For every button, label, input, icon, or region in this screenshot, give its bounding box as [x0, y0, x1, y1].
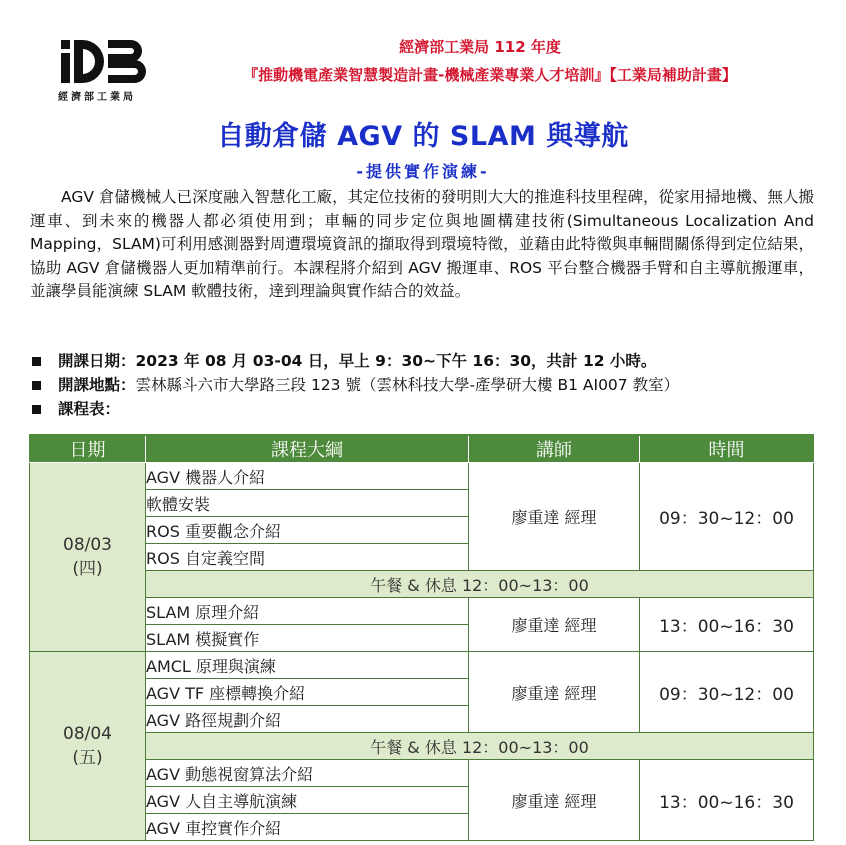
time-cell: 13：00~16：30	[640, 760, 814, 841]
table-row	[30, 760, 814, 787]
day2-date-cell	[30, 652, 146, 841]
header-program-name: 『推動機電產業智慧製造計畫-機械產業專業人才培訓』【工業局補助計畫】	[243, 66, 737, 84]
day1-date: 08/03	[63, 535, 112, 555]
table-row	[30, 733, 814, 760]
course-subtitle: -提供實作演練-	[356, 162, 490, 181]
info-schedule	[30, 397, 820, 421]
place-label: 開課地點：	[58, 376, 136, 394]
info-date	[30, 349, 820, 373]
info-place	[30, 373, 820, 397]
topic-cell: SLAM 模擬實作	[146, 625, 469, 652]
header-time: 時間	[640, 435, 814, 463]
bullet-square-icon	[32, 405, 41, 414]
bullet-square-icon	[32, 381, 41, 390]
intro-paragraph: AGV 倉儲機械人已深度融入智慧化工廠，其定位技術的發明則大大的推進科技里程碑，從家用掃地機、無人搬運車、到未來的機器人都必須使用到；車輛的同步定位與地圖構建技術(Simultaneous Localization And Mapping，SLAM)可利用感測器對周遭環境資訊的擷取得到環境特徵，並藉由此特徵與車輛間關係得到定位結果，協助 AGV 倉儲機器人更加精準前行。本課程將介紹到 AGV 搬運車、ROS 平台整合機器手臂和自主導航搬運車，並讓學員能演練 SLAM 軟體技術，達到理論與實作結合的效益。	[30, 188, 814, 300]
place-value: 雲林縣斗六市大學路三段 123 號（雲林科技大學-產學研大樓 B1 AI007 教室）	[135, 376, 680, 394]
day2-date: 08/04	[63, 724, 112, 744]
day1-date-cell	[30, 463, 146, 652]
header-lecturer: 講師	[469, 435, 640, 463]
table-row	[30, 598, 814, 625]
header-date: 日期	[30, 435, 146, 463]
time-cell: 09：30~12：00	[640, 652, 814, 733]
idb-logo-mark	[58, 36, 150, 86]
schedule-table	[29, 434, 814, 841]
schedule-label: 課程表：	[58, 400, 121, 418]
lunch-break-cell: 午餐 & 休息 12：00~13：00	[146, 733, 814, 760]
topic-cell: ROS 重要觀念介紹	[146, 517, 469, 544]
header-outline: 課程大綱	[146, 435, 469, 463]
logo-org-name: 經濟部工業局	[58, 92, 136, 103]
lecturer-cell: 廖重達 經理	[469, 652, 640, 733]
lecturer-cell: 廖重達 經理	[469, 598, 640, 652]
topic-cell: AGV 機器人介紹	[146, 463, 469, 490]
topic-cell: AMCL 原理與演練	[146, 652, 469, 679]
topic-cell: AGV TF 座標轉換介紹	[146, 679, 469, 706]
table-header-row	[30, 435, 814, 463]
time-cell: 09：30~12：00	[640, 463, 814, 571]
time-cell: 13：00~16：30	[640, 598, 814, 652]
date-value: 2023 年 08 月 03-04 日，早上 9：30~下午 16：30，共計 12 小時。	[135, 352, 657, 370]
bullet-square-icon	[32, 357, 41, 366]
course-info-list	[30, 349, 820, 421]
table-row	[30, 571, 814, 598]
table-row	[30, 463, 814, 490]
table-row	[30, 652, 814, 679]
lunch-break-cell: 午餐 & 休息 12：00~13：00	[146, 571, 814, 598]
lecturer-cell: 廖重達 經理	[469, 463, 640, 571]
topic-cell: AGV 人自主導航演練	[146, 787, 469, 814]
topic-cell: ROS 自定義空間	[146, 544, 469, 571]
day2-weekday: (五)	[72, 748, 103, 768]
date-label: 開課日期：	[58, 352, 136, 370]
topic-cell: 軟體安裝	[146, 490, 469, 517]
topic-cell: AGV 動態視窗算法介紹	[146, 760, 469, 787]
course-title: 自動倉儲 AGV 的 SLAM 與導航	[217, 121, 629, 152]
topic-cell: AGV 車控實作介紹	[146, 814, 469, 841]
topic-cell: AGV 路徑規劃介紹	[146, 706, 469, 733]
day1-weekday: (四)	[72, 559, 103, 579]
lecturer-cell: 廖重達 經理	[469, 760, 640, 841]
header-bureau-year: 經濟部工業局 112 年度	[399, 38, 561, 56]
idb-logo	[58, 36, 150, 103]
topic-cell: SLAM 原理介紹	[146, 598, 469, 625]
course-intro	[30, 186, 814, 304]
